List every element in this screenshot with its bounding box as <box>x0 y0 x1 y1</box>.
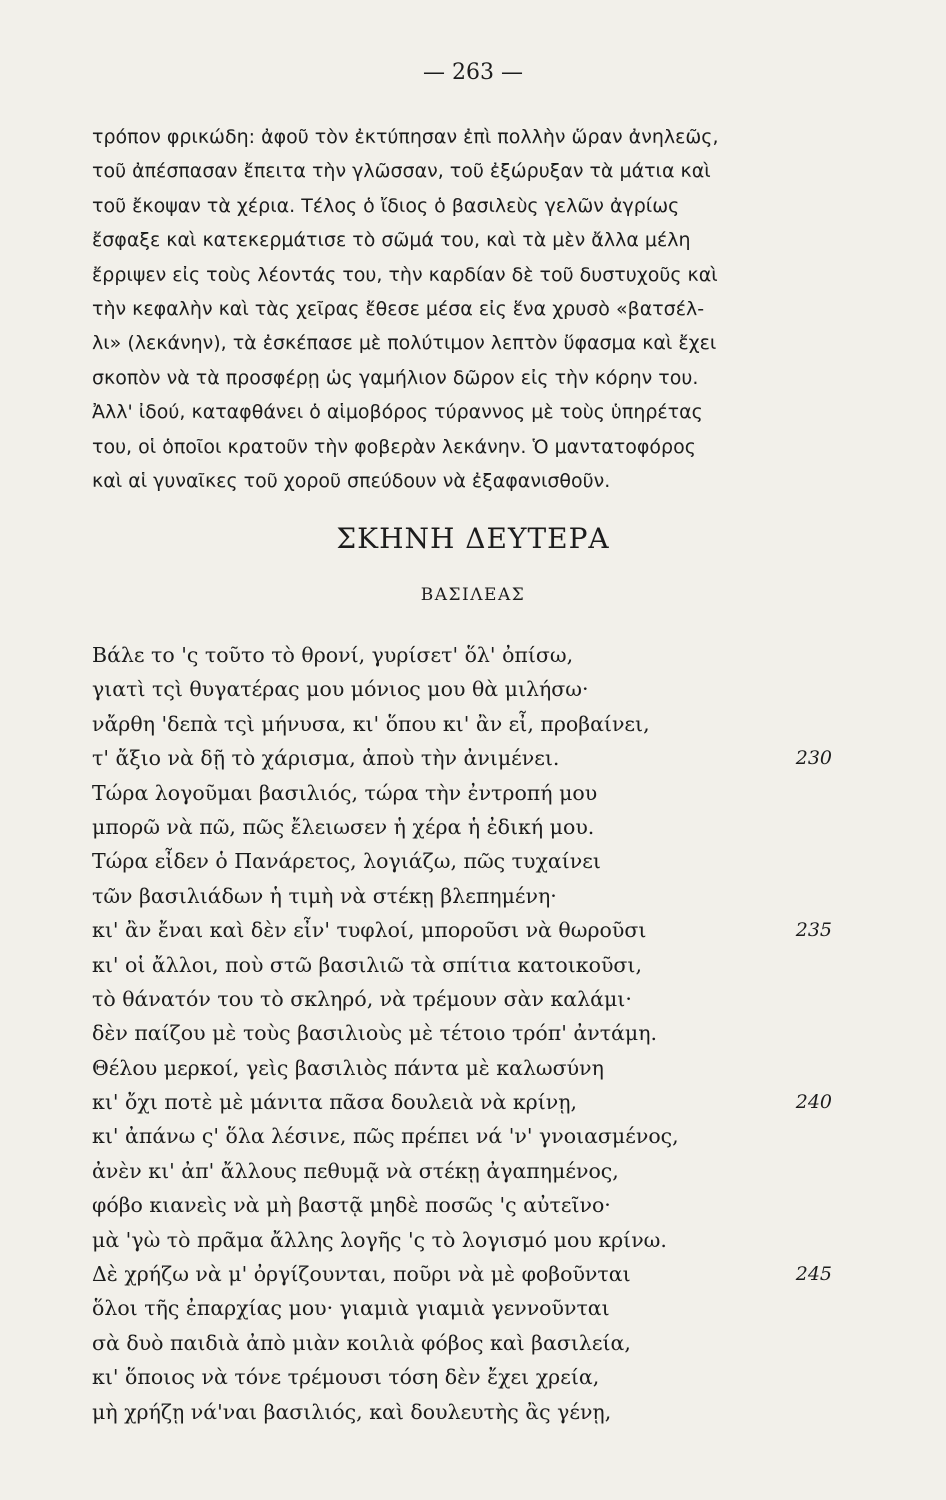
verse-text: μὰ 'γὼ τὸ πρᾶμα ἄλλης λογῆς 'ς τὸ λογισμό μου κρίνω. <box>92 1227 667 1252</box>
verse-text: κι' ὄχι ποτὲ μὲ μάνιτα πᾶσα δουλειὰ νὰ κρίνῃ, <box>92 1090 578 1115</box>
verse-line <box>92 1395 852 1429</box>
verse-text: τ' ἄξιο νὰ δῇ τὸ χάρισμα, ἁποὺ τὴν ἀνιμένει. <box>92 746 560 771</box>
verse-text: Τώρα εἶδεν ὁ Πανάρετος, λογιάζω, πῶς τυχαίνει <box>92 849 601 874</box>
line-number: 235 <box>795 919 832 942</box>
line-number: 230 <box>795 747 832 770</box>
verse-text: κι' ὅποιος νὰ τόνε τρέμουσι τόση δὲν ἔχει χρεία, <box>92 1365 600 1390</box>
verse-line <box>92 1016 852 1050</box>
verse-line <box>92 776 852 810</box>
verse-text: σὰ δυὸ παιδιὰ ἀπὸ μιὰν κοιλιὰ φόβος καὶ βασιλεία, <box>92 1330 631 1355</box>
verse-text: κι' οἱ ἄλλοι, ποὺ στῶ βασιλιῶ τὰ σπίτια κατοικοῦσι, <box>92 952 642 977</box>
page-number: — 263 — <box>423 60 523 85</box>
verse-text: Θέλου μερκοί, γεὶς βασιλιὸς πάντα μὲ καλωσύνη <box>92 1055 604 1080</box>
verse-text: τὸ θάνατόν του τὸ σκληρό, νὰ τρέμουν σὰν καλάμι· <box>92 986 632 1011</box>
prose-paragraph <box>92 120 852 498</box>
prose-line: τοῦ ἔκοψαν τὰ χέρια. Τέλος ὁ ἴδιος ὁ βασιλεὺς γελῶν ἀγρίως <box>92 194 680 217</box>
verse-line <box>92 638 852 672</box>
verse-line <box>92 1154 852 1188</box>
verse-text: κι' ἂν ἔναι καὶ δὲν εἶν' τυφλοί, μποροῦσι νὰ θωροῦσι <box>92 918 647 943</box>
verse-block <box>92 638 852 1429</box>
verse-text: Βάλε το 'ς τοῦτο τὸ θρονί, γυρίσετ' ὅλ' ὀπίσω, <box>92 643 574 667</box>
verse-text: κι' ἀπάνω ς' ὅλα λέσινε, πῶς πρέπει νά 'ν' γνοιασμένος, <box>92 1124 679 1149</box>
verse-line <box>92 982 852 1016</box>
prose-line: καὶ αἱ γυναῖκες τοῦ χοροῦ σπεύδουν νὰ ἐξαφανισθοῦν. <box>92 469 611 492</box>
verse-line <box>92 948 852 982</box>
line-number: 240 <box>795 1091 832 1114</box>
verse-text: δὲν παίζου μὲ τοὺς βασιλιοὺς μὲ τέτοιο τρόπ' ἀντάμη. <box>92 1021 658 1046</box>
verse-text: Τώρα λογοῦμαι βασιλιός, τώρα τὴν ἐντροπή μου <box>92 780 598 805</box>
prose-line: Ἀλλ' ἰδού, καταφθάνει ὁ αἱμοβόρος τύραννος μὲ τοὺς ὑπηρέτας <box>92 401 703 424</box>
scene-heading: ΣΚΗΝΗ ΔΕΥΤΕΡΑ <box>336 522 610 555</box>
verse-line <box>92 741 852 775</box>
verse-text: νἄρθη 'δεπὰ τςὶ μήνυσα, κι' ὅπου κι' ἂν εἶ, προβαίνει, <box>92 711 650 736</box>
verse-text: τῶν βασιλιάδων ἡ τιμὴ νὰ στέκῃ βλεπημένη· <box>92 883 557 908</box>
prose-line: τρόπον φρικώδη: ἀφοῦ τὸν ἐκτύπησαν ἐπὶ πολλὴν ὥραν ἀνηλεῶς, <box>92 126 719 148</box>
verse-text: φόβο κιανεὶς νὰ μὴ βαστᾷ μηδὲ ποσῶς 'ς αὐτεῖνο· <box>92 1193 611 1218</box>
verse-line <box>92 707 852 741</box>
verse-text: γιατὶ τςὶ θυγατέρας μου μόνιος μου θὰ μιλήσω· <box>92 677 589 702</box>
verse-line <box>92 1223 852 1257</box>
prose-line: του, οἱ ὁποῖοι κρατοῦν τὴν φοβερὰν λεκάνην. Ὁ μαντατοφόρος <box>92 435 696 458</box>
verse-text: μὴ χρήζῃ νά'ναι βασιλιός, καὶ δουλευτὴς ἂς γένῃ, <box>92 1399 612 1424</box>
verse-text: ὅλοι τῆς ἐπαρχίας μου· γιαμιὰ γιαμιὰ γεννοῦνται <box>92 1296 610 1321</box>
prose-line: τὴν κεφαλὴν καὶ τὰς χεῖρας ἔθεσε μέσα εἰς ἕνα χρυσὸ «βατσέλ- <box>92 297 705 320</box>
verse-line <box>92 672 852 706</box>
prose-line: τοῦ ἀπέσπασαν ἔπειτα τὴν γλῶσσαν, τοῦ ἐξώρυξαν τὰ μάτια καὶ <box>92 160 711 183</box>
verse-line <box>92 1360 852 1394</box>
verse-line <box>92 1257 852 1291</box>
verse-line <box>92 879 852 913</box>
verse-line <box>92 1188 852 1222</box>
verse-line <box>92 913 852 947</box>
prose-line: ἔρριψεν εἰς τοὺς λέοντάς του, τὴν καρδίαν δὲ τοῦ δυστυχοῦς καὶ <box>92 263 718 286</box>
verse-text: ἀνὲν κι' ἀπ' ἄλλους πεθυμᾷ νὰ στέκῃ ἀγαπημένος, <box>92 1158 619 1183</box>
verse-line <box>92 1291 852 1325</box>
verse-text: μπορῶ νὰ πῶ, πῶς ἔλειωσεν ἡ χέρα ἡ ἐδική μου. <box>92 814 595 839</box>
line-number: 245 <box>795 1263 832 1286</box>
verse-text: Δὲ χρήζω νὰ μ' ὀργίζουνται, ποῦρι νὰ μὲ φοβοῦνται <box>92 1262 631 1287</box>
verse-line <box>92 1051 852 1085</box>
verse-line <box>92 1119 852 1153</box>
speaker-name: ΒΑΣΙΛΕΑΣ <box>420 585 526 605</box>
prose-line: ἔσφαξε καὶ κατεκερμάτισε τὸ σῶμά του, καὶ τὰ μὲν ἄλλα μέλη <box>92 229 691 252</box>
verse-line <box>92 810 852 844</box>
verse-line <box>92 1326 852 1360</box>
prose-line: σκοπὸν νὰ τὰ προσφέρῃ ὡς γαμήλιον δῶρον εἰς τὴν κόρην του. <box>92 366 699 389</box>
verse-line <box>92 844 852 878</box>
prose-line: λι» (λεκάνην), τὰ ἐσκέπασε μὲ πολύτιμον λεπτὸν ὕφασμα καὶ ἔχει <box>92 332 717 355</box>
verse-line <box>92 1085 852 1119</box>
